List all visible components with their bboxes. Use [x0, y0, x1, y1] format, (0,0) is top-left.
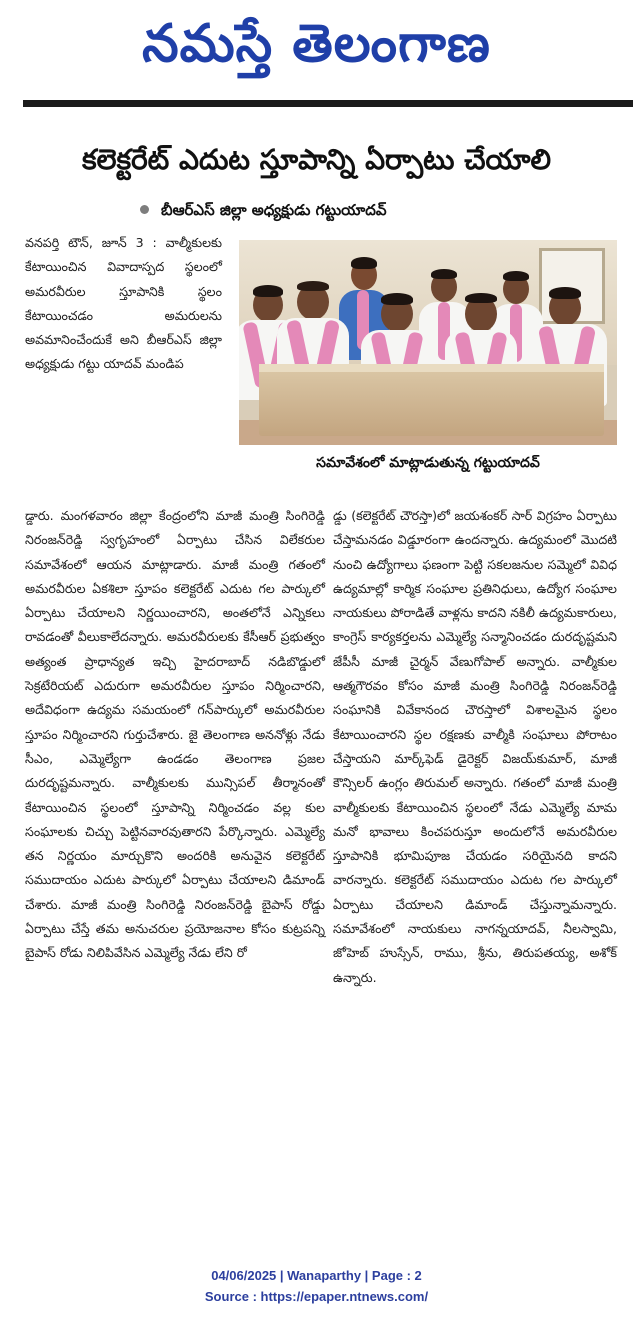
column-1-text: వనపర్తి టౌన్, జూన్ 3 : వాల్మీకులకు కేటాయించిన వివాదాస్పద స్థలంలో అమరవీరుల స్తూపానికి స్థలం కేటాయించడం అమరులను అవమానించేందుకే అని బీఆర్ఎస్ జిల్లా అధ్యక్షుడు గట్టు యాదవ్ మండిప	[25, 235, 222, 372]
footer-source: Source : https://epaper.ntnews.com/	[204, 1289, 429, 1304]
bullet-icon	[140, 205, 149, 214]
column-3-text: డ్డు (కలెక్టరేట్ చౌరస్తా)లో జయశంకర్ సార్ విగ్రహం ఏర్పాటు చేస్తామనడం విడ్డూరంగా ఉందన్నారు. ఉద్యమంలో మొదటి నుంచి ఉద్యోగాలు ఫణంగా పెట్టి సకలజనుల సమ్మెలో వివిధ ఉద్యమాల్లో కార్మిక సంఘాల ప్రతినిధులు, ఉద్యోగ సంఘాల నాయకులు పోరాడితే వాళ్లను కాదని నకిలీ ఉద్యమకారులు, కాంగ్రెస్ కార్యకర్తలను ఎమ్మెల్యే సన్మానించడం దురదృష్టమని జేపీసీ మాజీ చైర్మన్ వేణుగోపాల్ అన్నారు. వాల్మీకుల ఆత్మగౌరవం కోసం మాజీ మంత్రి సింగిరెడ్డి నిరంజన్‌రెడ్డి సంఘానికి వివేకానంద చౌరస్తాలో విశాలమైన స్థలం కేటాయించారని స్థల రక్షణకు వాల్మీకి సంఘాలు పోరాటం చేస్తాయని మార్క్‌ఫెడ్ డైరెక్టర్ విజయ్‌కుమార్, మాజీ కౌన్సిలర్ ఉంగ్లం తిరుమల్ అన్నారు. గతంలో మాజీ మంత్రి వాల్మీకులకు కేటాయించిన స్థలంలో నేడు ఎమ్మెల్యే మామ మనో భావాలు కించపరుస్తూ అందులోనే అమరవీరుల స్తూపానికి భూమిపూజ చేయడం సరియైనది కాదని వారన్నారు. కలెక్టరేట్ సముదాయం ఎదుట గల పార్కులో ఏర్పాటు చేయాలని డిమాండ్ చేస్తున్నామన్నారు. సమావేశంలో నాయకులు నాగన్నయాదవ్, నీలస్వామి, జోహెబ్ హుస్సేన్, రాము, శ్రీను, తిరుపతయ్య, అశోక్ ఉన్నారు.	[333, 508, 617, 985]
article-column-2	[25, 504, 325, 966]
article-headline: కలెక్టరేట్ ఎదుట స్తూపాన్ని ఏర్పాటు చేయాలి	[81, 143, 552, 176]
article-photo	[239, 240, 617, 445]
masthead-rule	[23, 100, 633, 107]
column-2-text: డ్డారు. మంగళవారం జిల్లా కేంద్రంలోని మాజీ మంత్రి సింగిరెడ్డి నిరంజన్‌రెడ్డి స్వగృహంలో ఏర్పాటు చేసిన విలేకరుల సమావేశంలో ఆయన మాట్లాడారు. మాజీ మంత్రి గతంలో అమరవీరుల ఏకశిలా స్తూపం కలెక్టరేట్ ఎదుట గల పార్కులో ఏర్పాటు చేయాలని నిర్ణయించారని, అంతలోనే ఎన్నికలు రావడంతో వీలుకాలేదన్నారు. అమరవీరులకు కేసీఆర్ ప్రభుత్వం అత్యంత ప్రాధాన్యత ఇచ్చి హైదరాబాద్ నడిబొడ్డులో సెక్రటేరియట్ ఎదురుగా అమరవీరుల స్తూపం నిర్మించారని, అదేవిధంగా ఉద్యమ సమయంలో గన్‌పార్కులో అమరవీరుల స్తూపం నిర్మించారని గుర్తుచేశారు. జై తెలంగాణ అననోళ్లు నేడు సీఎం, ఎమ్మెల్యేగా ఉండడం తెలంగాణ ప్రజల దురదృష్టమన్నారు. వాల్మీకులకు మున్సిపల్ తీర్మానంతో కేటాయించిన స్థలంలో స్తూపాన్ని నిర్మించడం వల్ల కుల సంఘాలకు చిచ్చు పెట్టినవారవుతారని పేర్కొన్నారు. ఎమ్మెల్యే తన నిర్ణయం మార్చుకొని అందరికి అనువైన కలెక్టరేట్ సముదాయం ఎదుట పార్కులో ఏర్పాటు చేయాలని డిమాండ్ చేశారు. మాజీ మంత్రి సింగిరెడ్డి నిరంజన్‌రెడ్డి బైపాస్ రోడ్డు ఏర్పాటు చేస్తే తమ అనుచరుల ప్రయోజనాల కోసం కుట్రపన్ని బైపాస్ రోడు నిలిపివేసిన ఎమ్మెల్యే నేడు లేని రో	[25, 508, 325, 961]
footer-edition-info: 04/06/2025 | Wanaparthy | Page : 2	[211, 1268, 422, 1283]
photo-caption: సమావేశంలో మాట్లాడుతున్న గట్టుయాదవ్	[239, 445, 617, 481]
photo-table-edge	[259, 364, 604, 372]
masthead	[0, 0, 633, 92]
article-subheadline: బీఆర్ఎస్ జిల్లా అధ్యక్షుడు గట్టుయాదవ్	[161, 201, 387, 219]
article-column-1	[25, 231, 222, 377]
photo-table	[259, 364, 604, 436]
article-column-3	[333, 504, 617, 990]
masthead-title: నమస్తే తెలంగాణ	[142, 13, 491, 74]
article-subheadline-row	[140, 201, 387, 223]
